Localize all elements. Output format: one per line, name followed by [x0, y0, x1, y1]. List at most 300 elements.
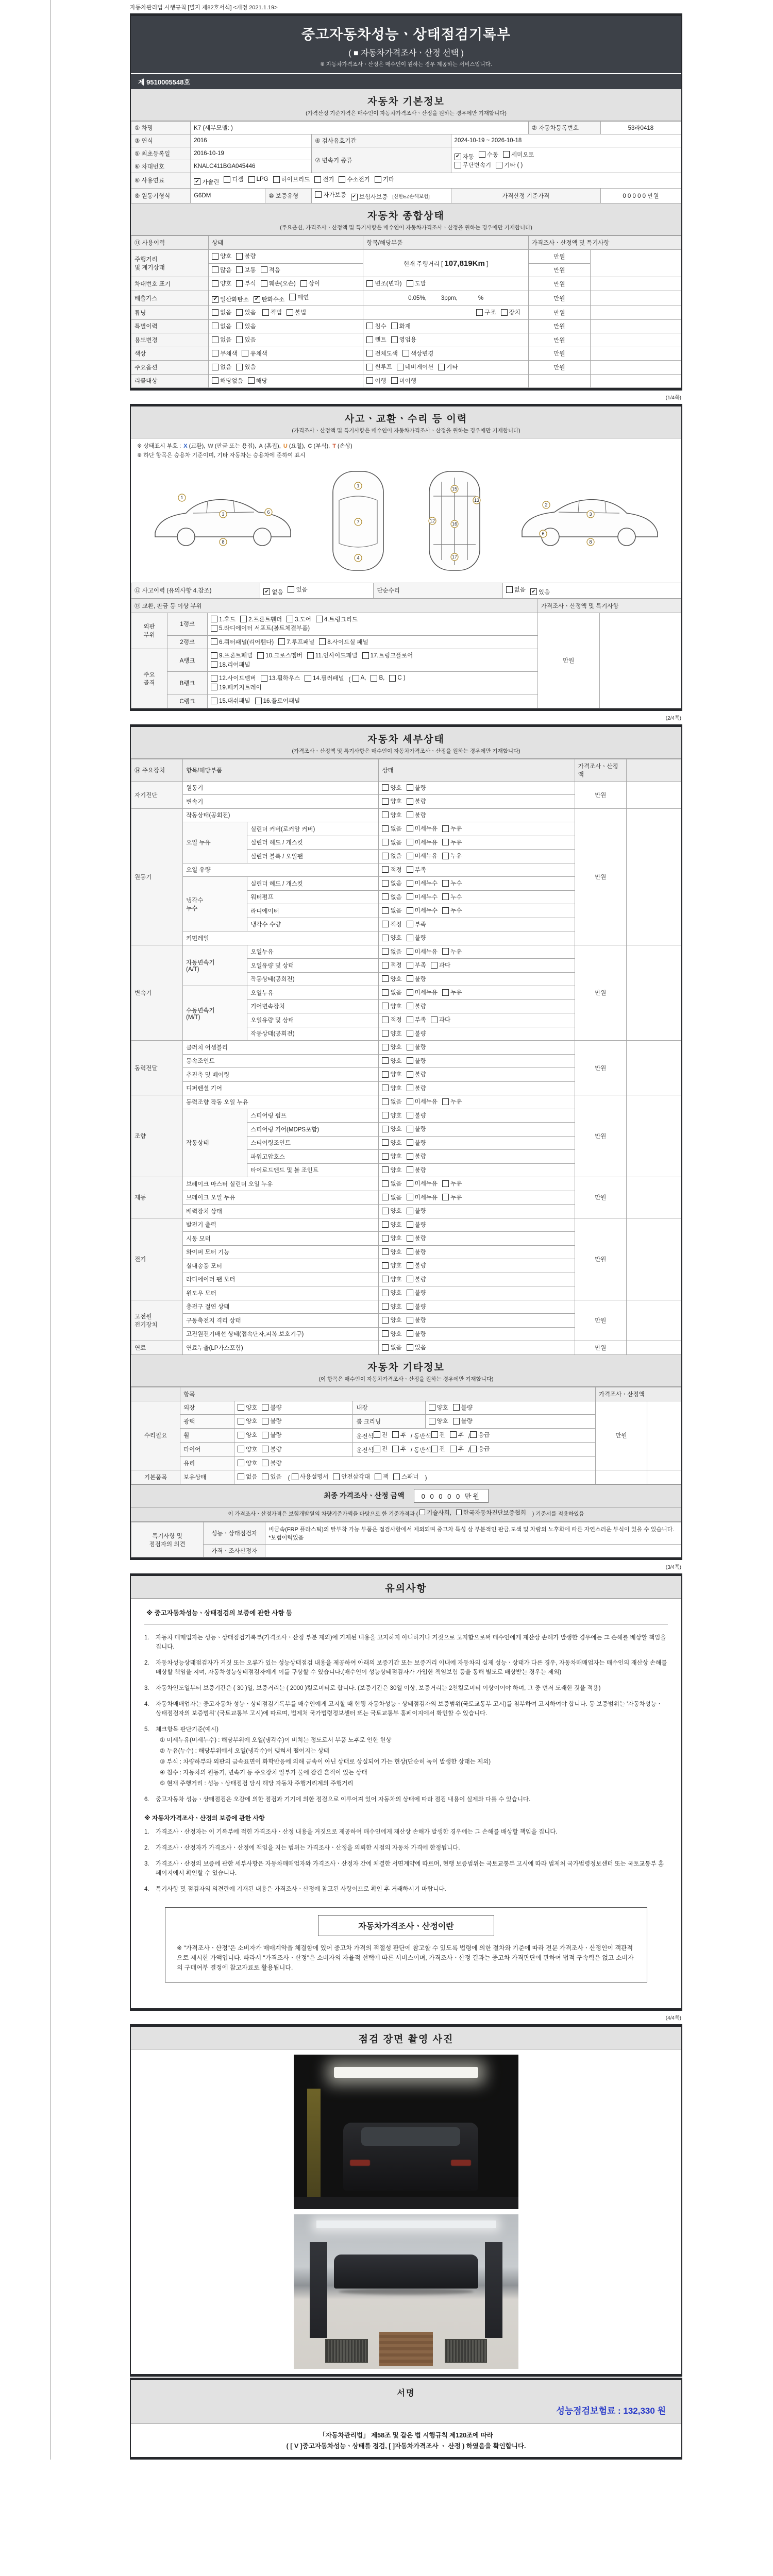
checkbox-label: 색상변경	[410, 350, 434, 357]
checkbox-option	[248, 377, 267, 385]
checkbox-icon	[316, 616, 323, 622]
table-cell: 클러치 어셈블리	[183, 1041, 379, 1055]
notice-item-text: 중고자동차 성능ㆍ상태점검은 오감에 의한 점검과 기기에 의한 점검으로 이루어져 있어 자동차의 상태에 따라 점검 내용이 실제와 다를 수 있습니다.	[156, 1797, 531, 1803]
table-cell	[234, 1470, 596, 1484]
checkbox-icon	[273, 176, 280, 183]
checkbox-icon	[407, 907, 413, 914]
checkbox-option	[506, 585, 526, 594]
checkbox-option	[212, 252, 231, 260]
table-cell: ② 자동차등록번호	[528, 122, 600, 134]
checkbox-label: 미세누유	[414, 853, 438, 859]
table-cell: 만원	[575, 1095, 626, 1177]
checkbox-option	[382, 934, 401, 942]
checkbox-option	[382, 1125, 401, 1133]
final-price-value: 0 0 0 0 0 만원	[414, 1489, 489, 1503]
checkbox-option	[391, 335, 416, 344]
checkbox-label: 없음	[514, 587, 526, 593]
notice-subitem: ⑤ 현재 주행거리 : 성능ㆍ상태점검 당시 해당 자동차 주행거리계의 주행거리	[160, 1781, 354, 1787]
table-cell: 변속기	[183, 795, 379, 809]
table-cell: ⑨ 원동기형식	[131, 188, 191, 204]
table-cell: 만원	[528, 250, 590, 264]
section-etc-title: 자동차 기타정보	[367, 1362, 445, 1373]
notice-item-number: 2.	[144, 1660, 149, 1666]
checkbox-icon	[262, 1473, 268, 1480]
checkbox-icon	[382, 1139, 389, 1146]
notice-item	[144, 1658, 668, 1677]
checkbox-label: 유채색	[250, 350, 267, 357]
table-cell	[379, 1245, 575, 1259]
checkbox-icon	[382, 1044, 389, 1050]
final-price-label: 최종 가격조사ㆍ산정 금액	[324, 1492, 405, 1500]
checkbox-option	[382, 893, 401, 901]
checkbox-checked-icon: ✔	[212, 296, 219, 303]
table-cell	[363, 277, 528, 291]
table-cell	[353, 1443, 595, 1457]
table-cell: 커먼레일	[183, 931, 379, 945]
checkbox-option	[248, 176, 268, 183]
checkbox-label: 불량	[414, 1126, 426, 1132]
checkbox-icon	[366, 336, 373, 343]
notice-item	[144, 1859, 668, 1878]
table-cell: 추진축 및 베어링	[183, 1068, 379, 1082]
checkbox-label: 5.라디에이터 서포트(볼트체결부품)	[219, 625, 310, 632]
checkbox-icon	[212, 364, 219, 370]
checkbox-label: 양호	[390, 1167, 402, 1174]
table-cell	[379, 1218, 575, 1232]
checkbox-icon	[242, 350, 248, 357]
checkbox-label: 전	[439, 1432, 445, 1438]
checkbox-option	[382, 1302, 401, 1311]
table-cell: ⑧ 사용연료	[131, 173, 191, 189]
overall-condition-table	[131, 235, 681, 388]
checkbox-option	[382, 1139, 401, 1147]
table-cell: 조향	[131, 1095, 183, 1177]
table-cell: C랭크	[167, 694, 208, 708]
table-cell	[234, 1456, 596, 1470]
table-cell	[208, 635, 538, 649]
notice-item	[144, 1684, 668, 1693]
section-overall-note: (주요옵션, 가격조사ㆍ산정액 및 특기사항은 매수인이 자동차가격조사ㆍ산정을 원하는 경우에만 기재합니다)	[280, 225, 532, 231]
checkbox-label: 13.휠하우스	[268, 675, 300, 682]
checkbox-option	[339, 175, 369, 183]
checkbox-option	[366, 279, 401, 287]
checkbox-icon	[506, 586, 513, 593]
notice-item-text: 자동차성능상태점검자가 거짓 또는 오류가 있는 성능상태점검 내용을 제공하여 아래의 보증기간 또는 보증거리 이내에 자동차의 실제 성능ㆍ상태가 다른 경우, 자동차매매업자는 매수인의 재산상 손해를 배상할 책임을 지며, 자동차성능상태점검자에게 이를 구상할 수 있습니다.(매수인이 성능상태점검자가 가입한 책임보험 등을 통해 별도로 배상받는 경우는 제외)	[156, 1660, 667, 1675]
checkbox-option	[442, 879, 462, 887]
table-cell: 발전기 출력	[183, 1218, 379, 1232]
table-cell	[234, 1428, 353, 1443]
notice-item	[144, 1843, 668, 1853]
checkbox-checked-icon: ✔	[254, 296, 260, 303]
checkbox-icon	[382, 784, 389, 791]
checkbox-option	[261, 266, 280, 274]
checkbox-label: 기타	[382, 177, 395, 183]
table-cell	[363, 374, 528, 388]
table-cell: 스티어링조인트	[247, 1136, 379, 1150]
checkbox-checked-icon: ✔	[263, 588, 270, 595]
checkbox-checked-icon: ✔	[351, 194, 358, 200]
checkbox-label: 있음	[414, 1345, 426, 1351]
checkbox-icon	[382, 962, 389, 969]
table-cell	[379, 863, 575, 877]
section-overall-header	[131, 204, 681, 235]
checkbox-option	[442, 1097, 462, 1106]
special-notes-table	[131, 1522, 681, 1557]
photo-page	[130, 2024, 682, 2377]
table-cell: 상태	[379, 759, 575, 781]
checkbox-option	[238, 1459, 257, 1467]
checkbox-icon	[407, 1262, 413, 1269]
checkbox-label: 15.대쉬패널	[219, 698, 250, 704]
checkbox-icon	[407, 853, 413, 859]
checkbox-icon	[407, 866, 413, 873]
checkbox-option	[382, 947, 401, 956]
checkbox-icon	[382, 1344, 389, 1351]
checkbox-label: 해당	[256, 378, 267, 384]
table-cell: 외장	[180, 1401, 234, 1415]
checkbox-label: 양호	[390, 1140, 402, 1146]
checkbox-label: 무단변속기	[462, 162, 492, 168]
checkbox-icon	[391, 377, 398, 384]
checkbox-option	[212, 266, 231, 274]
checkbox-option	[456, 1509, 526, 1517]
checkbox-label: 14.필러패널	[313, 675, 344, 682]
checkbox-option	[407, 1302, 426, 1311]
checkbox-option	[236, 308, 256, 316]
table-cell: 실린더 헤드 / 개스킷	[247, 836, 379, 850]
checkbox-label: 양호	[390, 1235, 402, 1242]
checkbox-option	[382, 1289, 401, 1297]
checkbox-icon	[407, 1030, 413, 1037]
checkbox-option	[211, 674, 256, 682]
notice-item-text: 체크항목 판단기준(예시) ① 미세누유(미세누수) : 해당부위에 오일(냉각수)이 비치는 정도로서 부품 노후로 인한 현상 ② 누유(누수) : 해당부위에서 오일(냉각수)이 맺혀서 떨어지는 상태 ③ 부식 : 차량하부와 외판의 금속표면이 화학반응에 의해 금속이 아닌 상태로 상실되어 가는 현상(단순히 녹이 발생한 상태는 제외) ④ 침수 : 자동차의 원동기, 변속기 등 주요장치 일부가 물에 잠긴 흔적이 있는 상태 ⑤ 현재 주행거리 : 성능ㆍ상태점검 당시 해당 자동차 주행거리계의 주행거리	[156, 1725, 668, 1788]
table-cell: 0 0 0 0 0 만원	[600, 188, 681, 204]
checkbox-icon	[382, 1194, 389, 1200]
table-cell: 내장	[353, 1401, 425, 1415]
checkbox-label: 양호	[390, 1154, 402, 1160]
table-cell	[590, 277, 681, 291]
checkbox-icon	[211, 675, 217, 682]
table-cell: 변속기	[131, 945, 183, 1041]
checkbox-icon	[407, 1084, 413, 1091]
checkbox-icon	[382, 989, 389, 996]
checkbox-label: 없음	[390, 826, 402, 832]
page-marker-4: (4/4쪽)	[665, 2015, 681, 2021]
checkbox-icon	[393, 1473, 400, 1480]
checkbox-option	[262, 1403, 281, 1412]
table-cell: ⑥ 차대번호	[131, 160, 191, 173]
checkbox-label: 양호	[390, 1303, 402, 1310]
checkbox-option	[374, 1431, 388, 1439]
checkbox-label: 양호	[390, 1276, 402, 1283]
checkbox-icon	[407, 1290, 413, 1296]
checkbox-label: 이행	[375, 378, 386, 384]
table-cell: 자기진단	[131, 781, 183, 808]
checkbox-label: 자가보증	[323, 192, 346, 198]
table-cell: 만원	[528, 319, 590, 333]
checkbox-icon	[407, 1344, 413, 1351]
checkbox-label: 누수	[450, 894, 462, 901]
table-cell	[379, 890, 575, 904]
checkbox-label: 후	[458, 1432, 464, 1438]
checkbox-icon	[211, 661, 217, 668]
checkbox-option	[407, 279, 426, 287]
checkbox-icon	[501, 309, 508, 316]
text: ]	[484, 261, 489, 267]
checkbox-option	[407, 975, 426, 983]
checkbox-icon	[211, 638, 217, 645]
checkbox-label: 없음	[220, 310, 232, 316]
checkbox-option	[407, 1152, 426, 1160]
checkbox-icon	[407, 989, 413, 996]
checkbox-option	[382, 1275, 401, 1283]
table-cell	[379, 1013, 575, 1027]
checkbox-option	[257, 651, 303, 659]
table-cell: 기어변속장치	[247, 999, 379, 1013]
table-cell: 차대번호 표기	[131, 277, 209, 291]
section-notices-header	[131, 1576, 681, 1599]
checkbox-label: C )	[397, 675, 406, 681]
checkbox-option	[211, 651, 253, 659]
checkbox-option	[442, 852, 462, 860]
table-cell: 실린더 커버(로커암 커버)	[247, 822, 379, 836]
checkbox-icon	[236, 253, 243, 260]
checkbox-option	[402, 349, 433, 358]
checkbox-icon	[382, 1290, 389, 1296]
checkbox-icon	[470, 1431, 477, 1438]
checkbox-icon	[407, 1071, 413, 1078]
checkbox-icon	[382, 811, 389, 818]
checkbox-label: 양호	[390, 812, 402, 819]
status-symbol: C	[308, 443, 312, 449]
checkbox-option	[236, 279, 256, 287]
checkbox-label: 12.사이드멤버	[219, 675, 256, 682]
table-cell: 성능ㆍ상태점검자	[204, 1522, 265, 1545]
checkbox-icon	[248, 377, 255, 384]
table-cell: ⑦ 변속기 종류	[312, 147, 451, 173]
checkbox-option	[212, 295, 249, 303]
checkbox-label: 한국자동차진단보증협회	[463, 1510, 526, 1516]
basic-info-table-table	[131, 121, 681, 204]
section-detail-header	[131, 727, 681, 759]
checkbox-label: 양호	[246, 1432, 258, 1438]
checkbox-option	[382, 1207, 401, 1215]
table-cell: 2024-10-19 ~ 2026-10-18	[451, 134, 681, 147]
checkbox-option	[375, 175, 394, 183]
checkbox-label: 침수	[375, 323, 386, 330]
checkbox-option	[211, 697, 250, 705]
table-cell	[379, 1136, 575, 1150]
table-cell	[626, 781, 681, 808]
checkbox-label: 적음	[268, 267, 280, 274]
checkbox-option	[382, 797, 401, 805]
checkbox-option	[407, 824, 438, 833]
checkbox-option	[382, 1057, 401, 1065]
checkbox-label: 보험사보증	[359, 194, 388, 200]
notice-item-number: 1.	[144, 1635, 149, 1641]
checkbox-label: 불량	[414, 1058, 426, 1064]
checkbox-label: 양호	[390, 1058, 402, 1064]
checkbox-icon	[431, 1446, 438, 1452]
checkbox-icon	[407, 784, 413, 791]
table-cell	[379, 1081, 575, 1095]
photo-car-rear-window	[361, 2127, 460, 2146]
checkbox-label: 누유	[450, 1099, 462, 1105]
status-symbol: X	[183, 443, 188, 449]
table-cell: 만원	[528, 361, 590, 375]
checkbox-label: 없음	[220, 364, 232, 370]
checkbox-label: 영업용	[399, 337, 416, 343]
text: (손상)	[335, 443, 352, 449]
checkbox-label: 9.프론트패널	[219, 653, 253, 659]
notice-item-text: 가격조사ㆍ산정자가 가격조사ㆍ산정에 책임을 지는 범위는 가격조사ㆍ산정을 의뢰한 시점의 자동차 가격에 한정됩니다.	[156, 1845, 460, 1851]
table-cell: A랭크	[167, 649, 208, 672]
table-cell	[379, 918, 575, 931]
checkbox-option	[382, 811, 401, 819]
checkbox-option	[212, 279, 231, 287]
table-cell: 오일 유량	[183, 863, 379, 877]
table-cell: 만원	[537, 613, 599, 708]
checkbox-option	[236, 252, 256, 260]
table-cell: 윈도우 모터	[183, 1286, 379, 1300]
notice-item-text: 자동차인도일부터 보증기간은 ( 30 )일, 보증거리는 ( 2000 )킬로미터로 합니다. (보증기간은 30일 이상, 보증거리는 2천킬로미터 이상이어야 하며, 그 중 먼저 도래한 것을 적용)	[156, 1685, 601, 1691]
table-cell	[363, 333, 528, 347]
checkbox-icon	[407, 839, 413, 845]
photo-ceiling-light	[334, 2067, 478, 2078]
table-cell	[379, 972, 575, 986]
checkbox-option	[382, 1261, 401, 1269]
panel-number-label: 1	[356, 483, 360, 488]
checkbox-option	[407, 1330, 426, 1338]
checkbox-option	[319, 638, 368, 646]
panel-number-label: 4	[356, 555, 360, 561]
inspection-photo-bottom	[294, 2214, 518, 2369]
checkbox-icon	[307, 652, 314, 659]
table-cell	[379, 999, 575, 1013]
checkbox-option	[240, 615, 282, 623]
form-reference-note: 자동차관리법 시행규칙 [별지 제82호서식] <개정 2021.1.19>	[130, 5, 278, 11]
car-diagram-bottom-view	[416, 466, 493, 575]
checkbox-icon	[442, 1194, 449, 1200]
checkbox-label: 후	[458, 1446, 464, 1452]
document-title-note: ※ 자동차가격조사ㆍ산정은 매수인이 원하는 경우 제공하는 서비스입니다.	[320, 61, 492, 67]
table-cell: 라디에이터	[247, 904, 379, 918]
table-cell: 가격조사ㆍ산정액	[575, 759, 626, 781]
table-cell: 가격조사ㆍ산정액 및 특기사항	[537, 599, 681, 613]
table-cell	[590, 319, 681, 333]
checkbox-option	[407, 1002, 426, 1010]
checkbox-option	[212, 335, 231, 344]
section-accident-title: 사고ㆍ교환ㆍ수리 등 이력	[344, 414, 468, 425]
table-cell: 만원	[528, 263, 590, 277]
checkbox-option	[442, 824, 462, 833]
table-cell: 브레이크 오일 누유	[183, 1191, 379, 1205]
section-overall-title: 자동차 종합상태	[367, 211, 445, 222]
checkbox-option	[263, 588, 283, 596]
status-symbol: A	[259, 443, 263, 449]
table-cell	[363, 347, 528, 361]
table-cell	[425, 1401, 595, 1415]
checkbox-label: 불량	[414, 976, 426, 982]
checkbox-option	[382, 1002, 401, 1010]
checkbox-icon	[382, 1126, 389, 1132]
checkbox-option	[255, 697, 300, 705]
table-cell: ④ 검사유효기간	[312, 134, 451, 147]
checkbox-option	[366, 377, 386, 385]
checkbox-option	[212, 363, 231, 371]
table-cell	[528, 374, 590, 388]
checkbox-label: 가솔린	[202, 179, 220, 185]
table-cell: ⑬ 교환, 판금 등 이상 부위	[131, 599, 538, 613]
checkbox-label: 썬루프	[375, 364, 392, 370]
table-cell	[379, 1027, 575, 1041]
table-cell: KNALC411BGA045446	[191, 160, 312, 173]
table-cell	[626, 1095, 681, 1177]
table-cell: 항목/해당부품	[363, 236, 528, 250]
checkbox-icon	[407, 935, 413, 941]
checkbox-icon	[382, 1180, 389, 1187]
checkbox-icon	[476, 309, 483, 316]
checkbox-checked-icon: ✔	[455, 154, 461, 160]
checkbox-label: 부족	[414, 1017, 426, 1023]
text: /	[468, 1447, 470, 1454]
checkbox-label: 있음	[244, 364, 256, 370]
checkbox-option	[407, 1043, 426, 1051]
checkbox-label: 불량	[414, 1331, 426, 1337]
document	[130, 0, 682, 2460]
checkbox-icon	[382, 1208, 389, 1214]
checkbox-icon	[392, 1446, 399, 1452]
checkbox-icon	[456, 1510, 462, 1515]
checkbox-label: 수소전기	[347, 177, 370, 183]
checkbox-label: 수동	[486, 151, 498, 158]
checkbox-option	[212, 308, 231, 316]
checkbox-label: 누유	[450, 1194, 462, 1201]
checkbox-option	[407, 1289, 426, 1297]
checkbox-icon	[382, 1084, 389, 1091]
table-cell	[363, 291, 528, 306]
checkbox-option	[407, 1057, 426, 1065]
panel-number-label: 8	[221, 539, 225, 545]
checkbox-icon	[382, 1303, 389, 1310]
checkbox-icon	[442, 880, 449, 887]
checkbox-option	[407, 1261, 426, 1269]
checkbox-option	[382, 1070, 401, 1078]
checkbox-icon	[382, 1262, 389, 1269]
checkbox-label: 양호	[246, 1404, 258, 1411]
table-cell: 타이로드엔드 및 볼 조인트	[247, 1163, 379, 1177]
checkbox-label: 양호	[220, 253, 232, 260]
checkbox-icon	[374, 1446, 380, 1452]
table-cell: ⑩ 보증유형	[265, 188, 312, 204]
checkbox-label: 전	[439, 1446, 445, 1452]
price-definition-title: 자동차가격조사ㆍ산정이란	[318, 1915, 494, 1936]
checkbox-label: 없음	[246, 1474, 258, 1480]
checkbox-label: 화재	[399, 323, 411, 330]
notice-item-number: 4.	[144, 1701, 149, 1707]
checkbox-option	[382, 1179, 401, 1188]
panel-number-label: 2	[544, 502, 548, 507]
table-cell: 실린더 헤드 / 개스킷	[247, 877, 379, 891]
table-cell: 만원	[575, 945, 626, 1041]
status-symbol: W	[208, 443, 213, 449]
checkbox-option	[382, 879, 401, 887]
checkbox-option	[315, 191, 346, 199]
table-cell	[379, 822, 575, 836]
table-cell: 만원	[528, 347, 590, 361]
document-subtitle: ( ■ 자동차가격조사ㆍ산정 선택 )	[348, 49, 464, 58]
table-cell: 보유상태	[180, 1470, 234, 1484]
